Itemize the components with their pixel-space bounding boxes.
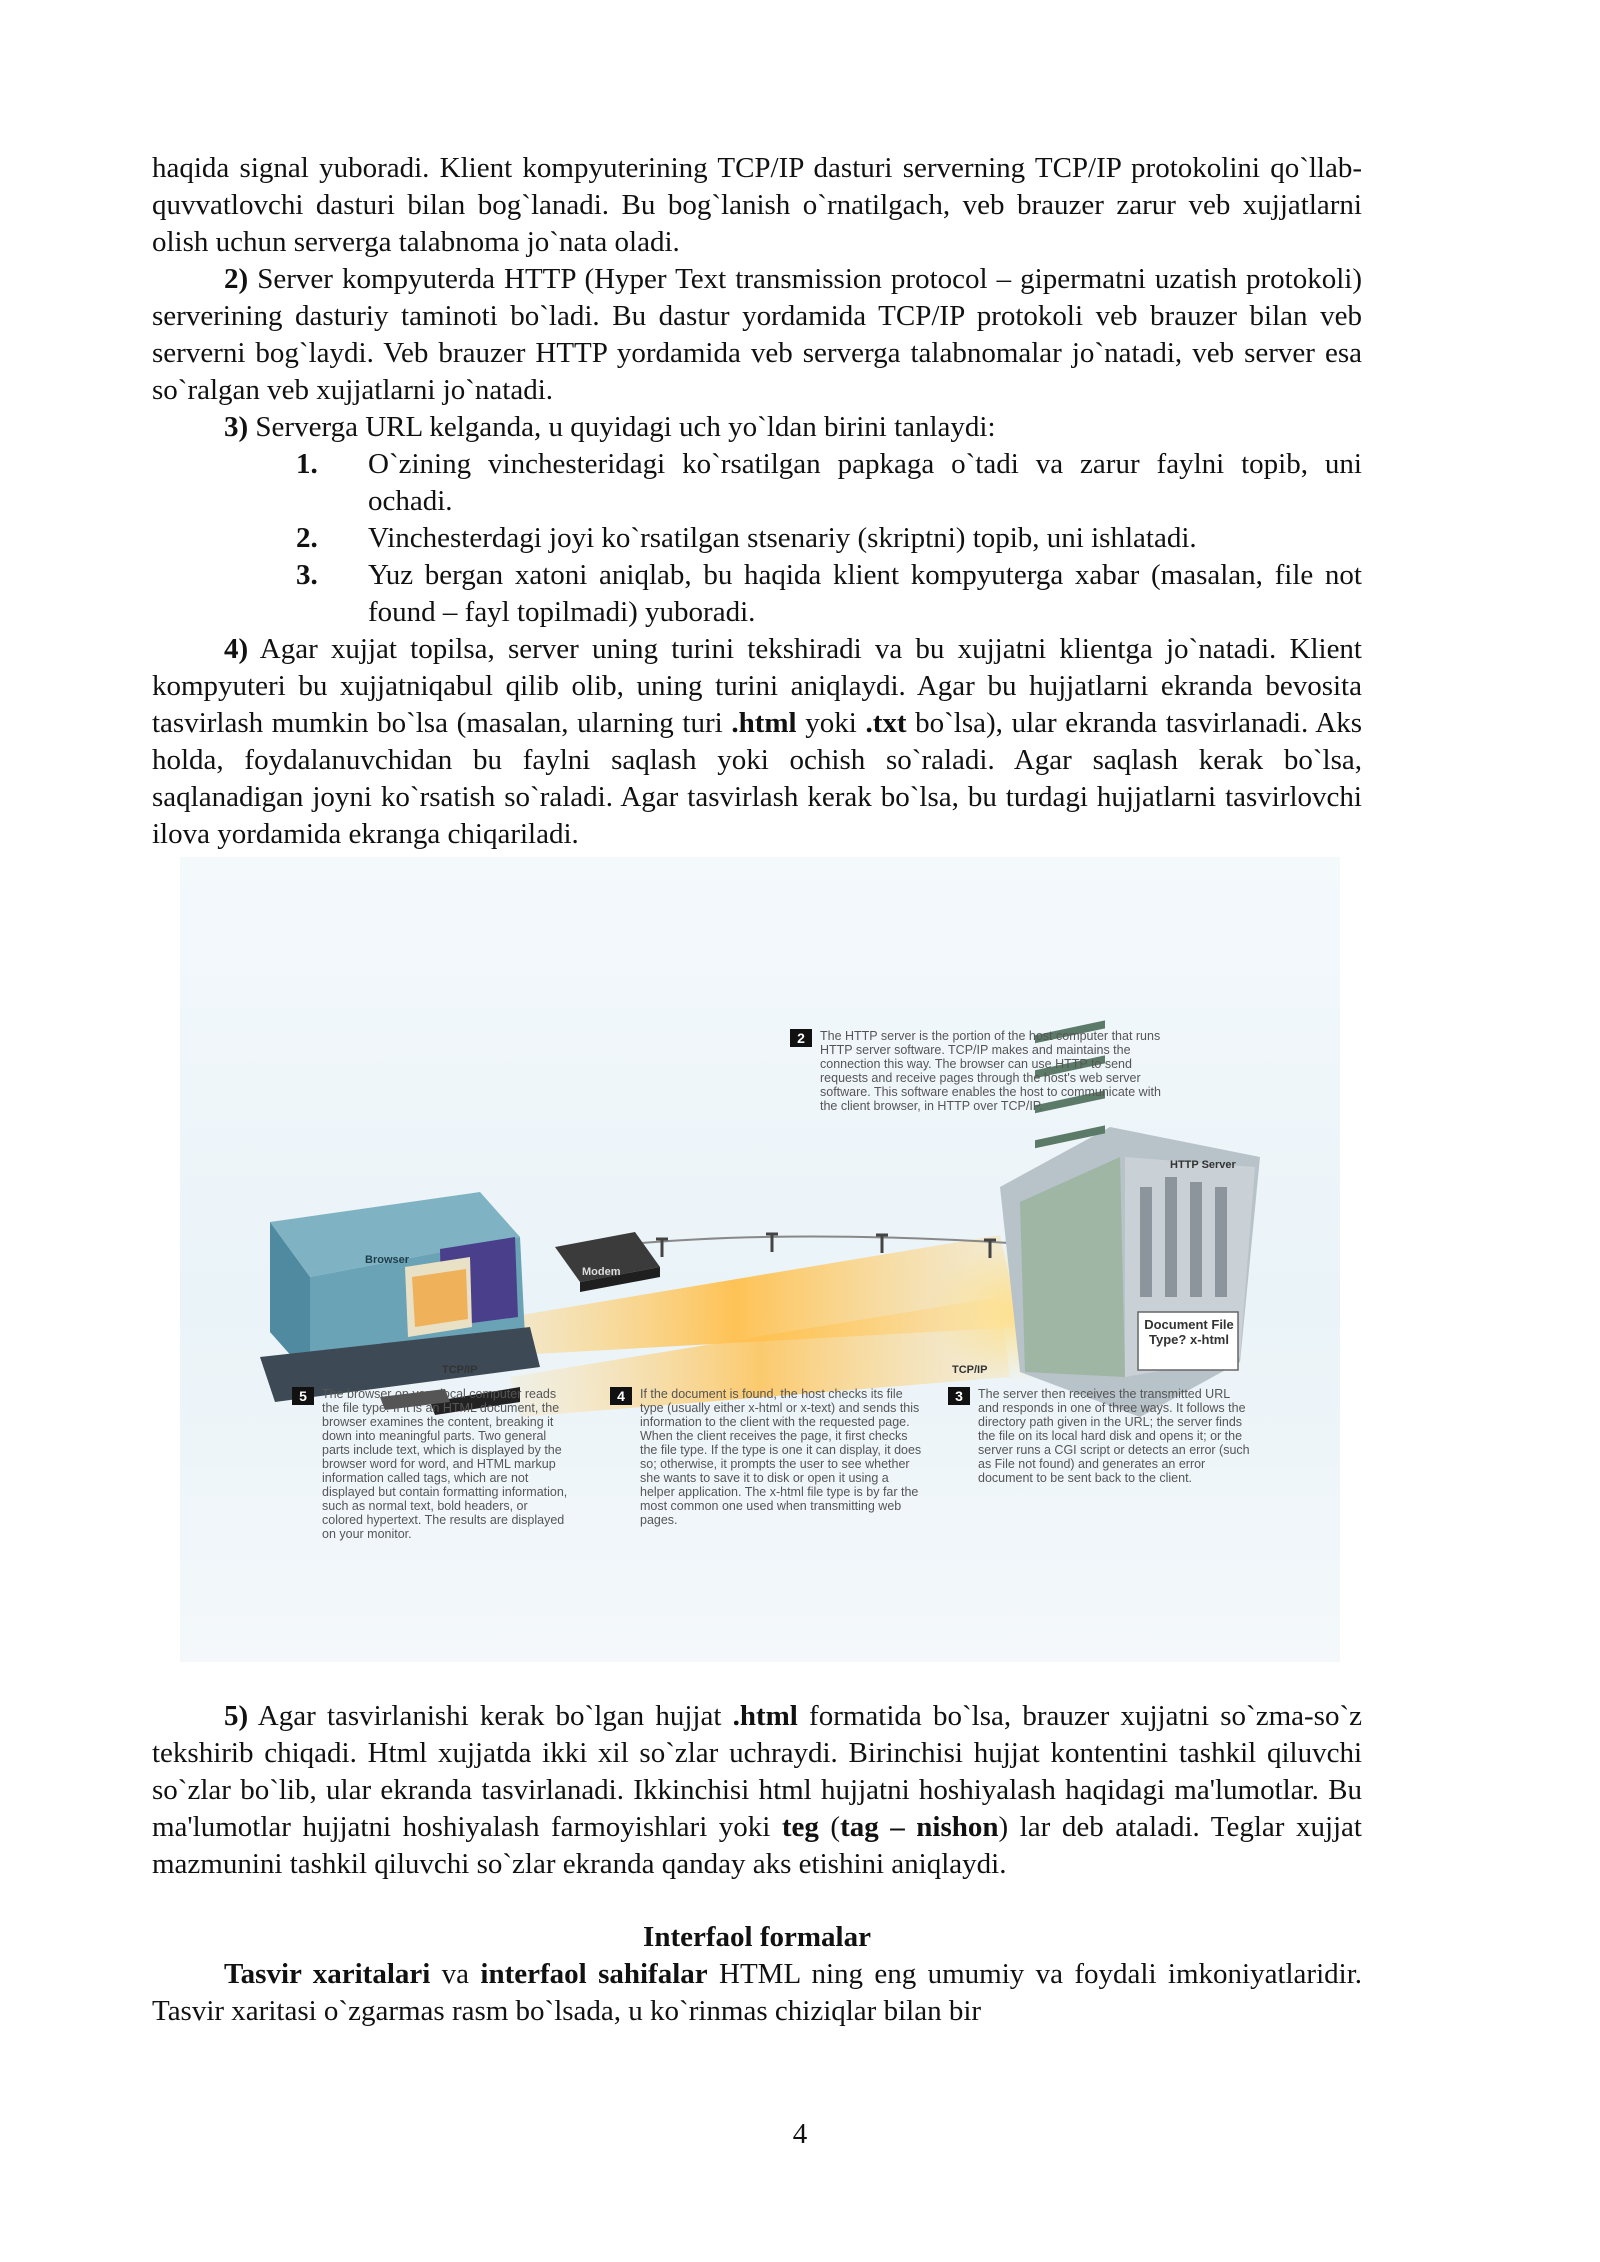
document-file-type-label: Document File Type? x-html — [1144, 1317, 1234, 1347]
paragraph-3: 3) Serverga URL kelganda, u quyidagi uch yo`ldan birini tanlaydi: — [224, 411, 996, 443]
browser-label: Browser — [365, 1254, 410, 1266]
caption-3-badge: 3 — [948, 1387, 970, 1405]
list-item: 1. O`zining vinchesteridagi ko`rsatilgan papkaga o`tadi va zarur faylni topib, uni ochadi. — [296, 448, 1362, 517]
paragraph-4: 4) Agar xujjat topilsa, server uning turini tekshiradi va bu xujjatni klientga jo`natadi. Klient kompyuteri bu xujjatniqabul qilib olib, uning turini aniqlaydi. Agar bu hujjatlarni ekranda bevosita tasvirlash mumkin bo`lsa (masalan, ularning turi .html yoki .txt bo`lsa), ular ekranda tasvirlanadi. Aks holda, foydalanuvchidan bu faylni saqlash yoki ochish so`raladi. Agar saqlash kerak bo`lsa, saqlanadigan joyni ko`rsatish so`raladi. Agar tasvirlash kerak bo`lsa, bu turdagi hujjatlarni tasvirlovchi ilova yordamida ekranga chiqariladi. — [152, 633, 1362, 850]
paragraph-6: Tasvir xaritalari va interfaol sahifalar HTML ning eng umumiy va foydali imkoniyatlaridir. Tasvir xaritasi o`zgarmas rasm bo`lsada, u ko`rinmas chiziqlar bilan bir — [152, 1958, 1363, 2027]
caption-5-badge: 5 — [292, 1387, 314, 1405]
modem-label: Modem — [582, 1266, 621, 1278]
paragraph-2: 2) Server kompyuterda HTTP (Hyper Text transmission protocol – gipermatni uzatish protokoli) serverining dasturiy taminoti bo`ladi. Bu dastur yordamida TCP/IP protokoli veb brauzer bilan veb serverni bog`laydi. Veb brauzer HTTP yordamida veb serverga talabnomalar jo`natadi, veb server esa so`ralgan veb xujjatlarni jo`natadi. — [152, 263, 1362, 406]
http-server-label: HTTP Server — [1170, 1159, 1236, 1171]
paragraph-5: 5) Agar tasvirlanishi kerak bo`lgan hujjat .html formatida bo`lsa, brauzer xujjatni so`zma-so`z tekshirib chiqadi. Html xujjatda ikki xil so`zlar uchraydi. Birinchisi hujjat kontentini tashkil qiluvchi so`zlar bo`lib, ular ekranda tasvirlanadi. Ikkinchisi html hujjatni hoshiyalash haqidagi ma'lumotlar. Bu ma'lumotlar hujjatni hoshiyalash farmoyishlari yoki teg (tag – nishon) lar deb ataladi. Teglar xujjat mazmunini tashkil qiluvchi so`zlar ekranda qanday aks etishini aniqlaydi. — [152, 1700, 1362, 1880]
tcpip-right-label: TCP/IP — [952, 1364, 988, 1376]
numbered-list — [152, 446, 1362, 631]
caption-2-badge: 2 — [790, 1029, 812, 1047]
list-item: 3. Yuz bergan xatoni aniqlab, bu haqida klient kompyuterga xabar (masalan, file not found – fayl topilmadi) yuboradi. — [296, 559, 1362, 628]
page-number: 4 — [792, 2118, 808, 2150]
paragraph-1: haqida signal yuboradi. Klient kompyuterining TCP/IP dasturi serverning TCP/IP protokolini qo`llab-quvvatlovchi dasturi bilan bog`lanadi. Bu bog`lanish o`rnatilgach, veb brauzer zarur veb xujjatlarni olish uchun serverga talabnoma jo`nata oladi. — [152, 152, 1362, 258]
tcpip-left-label: TCP/IP — [442, 1364, 478, 1376]
caption-4-text: If the document is found, the host checks its file type (usually either x-html or x-text) and sends this information to the client with the requested page. When the client receives the page, it first checks the file type. If the type is one it can display, it does so; otherwise, it prompts the user to see whether she wants to save it to disk or open it using a helper application. The x-html file type is by far the most common one used when transmitting web pages. — [640, 1387, 922, 1527]
caption-2-text: The HTTP server is the portion of the host computer that runs HTTP server software. TCP/IP makes and maintains the connection this way. The browser can use HTTP to send requests and receive pages through the host's web server software. This software enables the host to communicate with the client browser, in HTTP over TCP/IP. — [820, 1029, 1161, 1113]
browser-computer-illustration — [260, 1192, 540, 1415]
caption-4-badge: 4 — [610, 1387, 632, 1405]
caption-5-text: The browser on your local computer reads the file type. If it is an HTML document, the browser examines the content, breaking it down into meaningful parts. Two general parts include text, which is displayed by the browser word for word, and HTML markup information called tags, which are not displayed but contain formatting information, such as normal text, bold headers, or colored hypertext. The results are displayed on your monitor. — [322, 1387, 568, 1541]
caption-3-text: The server then receives the transmitted URL and responds in one of three ways. It follows the directory path given in the URL; the server finds the file on its local hard disk and opens it; or the server runs a CGI script or detects an error (such as File not found) and generates an error document to be sent back to the client. — [978, 1387, 1250, 1485]
list-item: 2. Vinchesterdagi joyi ko`rsatilgan stsenariy (skriptni) topib, uni ishlatadi. — [296, 522, 1197, 554]
document-body — [152, 150, 1362, 2030]
section-heading: Interfaol formalar — [643, 1921, 871, 1953]
http-diagram-figure — [180, 857, 1340, 1662]
diagram-illustration — [180, 857, 1340, 1662]
